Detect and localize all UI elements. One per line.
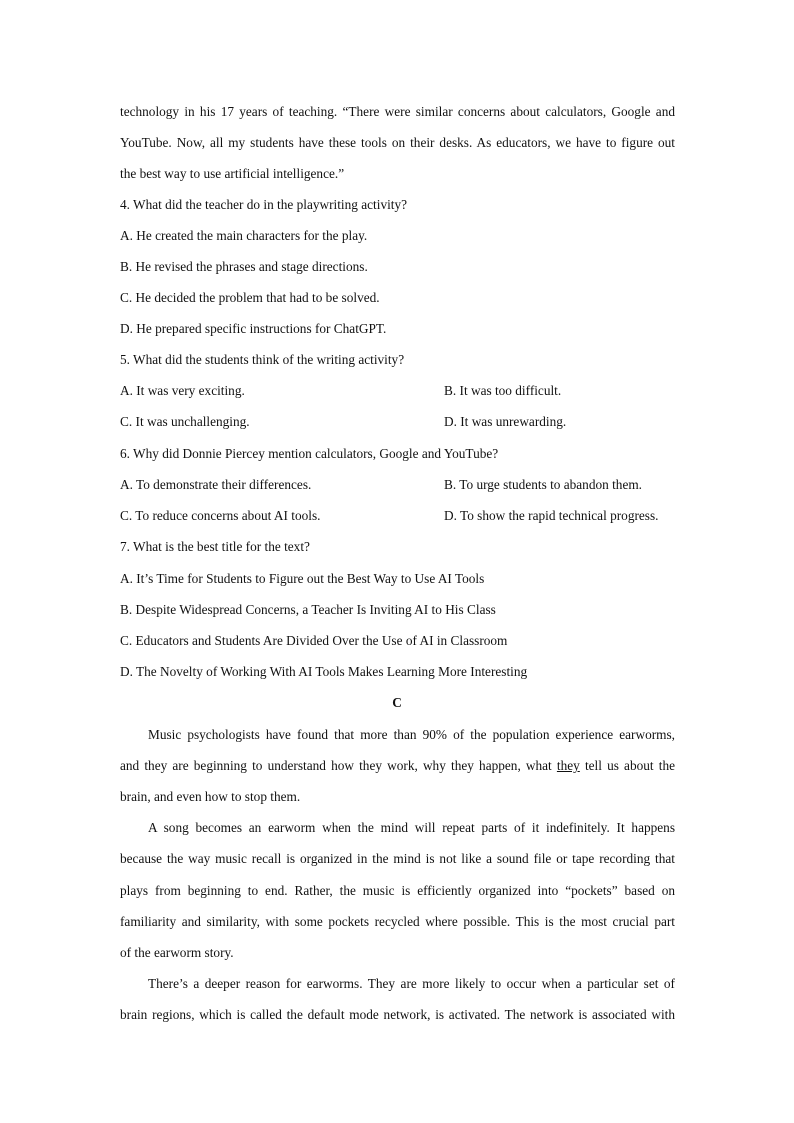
paragraph-line: because the way music recall is organized in the mind is not like a sound file or tape recording that bbox=[120, 851, 675, 866]
question-4-option-d: D. He prepared specific instructions for ChatGPT. bbox=[120, 321, 387, 336]
question-7-option-d: D. The Novelty of Working With AI Tools Makes Learning More Interesting bbox=[120, 664, 528, 679]
question-7-stem: 7. What is the best title for the text? bbox=[120, 539, 310, 554]
question-4-option-c: C. He decided the problem that had to be solved. bbox=[120, 290, 380, 305]
question-6-option-d: D. To show the rapid technical progress. bbox=[444, 508, 659, 523]
question-6-option-a: A. To demonstrate their differences. bbox=[120, 477, 312, 492]
question-5-option-b: B. It was too difficult. bbox=[444, 383, 562, 398]
paragraph-line: familiarity and similarity, with some pockets recycled where possible. This is the most crucial part bbox=[120, 914, 675, 929]
question-6-option-b: B. To urge students to abandon them. bbox=[444, 477, 643, 492]
paragraph-line: Music psychologists have found that more than 90% of the population experience earworms, bbox=[148, 727, 675, 742]
question-7-option-c: C. Educators and Students Are Divided Over the Use of AI in Classroom bbox=[120, 633, 508, 648]
text-segment: and they are beginning to understand how they work, why they happen, what bbox=[120, 758, 557, 773]
question-7-option-a: A. It’s Time for Students to Figure out the Best Way to Use AI Tools bbox=[120, 571, 485, 586]
question-5-option-d: D. It was unrewarding. bbox=[444, 414, 567, 429]
question-6-option-c: C. To reduce concerns about AI tools. bbox=[120, 508, 321, 523]
paragraph-line: A song becomes an earworm when the mind will repeat parts of it indefinitely. It happens bbox=[148, 820, 675, 835]
paragraph-line: brain regions, which is called the default mode network, is activated. The network is associated with bbox=[120, 1007, 675, 1022]
underlined-word: they bbox=[556, 758, 580, 773]
paragraph-line: brain, and even how to stop them. bbox=[120, 789, 301, 804]
paragraph-line: of the earworm story. bbox=[120, 945, 234, 960]
question-4-option-a: A. He created the main characters for the play. bbox=[120, 228, 368, 243]
question-4-option-b: B. He revised the phrases and stage directions. bbox=[120, 259, 368, 274]
paragraph-line: plays from beginning to end. Rather, the music is efficiently organized into “pockets” based on bbox=[120, 883, 675, 898]
intro-line: YouTube. Now, all my students have these tools on their desks. As educators, we have to figure out bbox=[120, 135, 675, 150]
question-5-stem: 5. What did the students think of the writing activity? bbox=[120, 352, 405, 367]
question-4-stem: 4. What did the teacher do in the playwriting activity? bbox=[120, 197, 408, 212]
question-7-option-b: B. Despite Widespread Concerns, a Teacher Is Inviting AI to His Class bbox=[120, 602, 496, 617]
question-6-stem: 6. Why did Donnie Piercey mention calculators, Google and YouTube? bbox=[120, 446, 499, 461]
question-5-option-a: A. It was very exciting. bbox=[120, 383, 245, 398]
text-segment: tell us about the bbox=[579, 758, 675, 773]
question-5-option-c: C. It was unchallenging. bbox=[120, 414, 250, 429]
intro-line: technology in his 17 years of teaching. “There were similar concerns about calculators, Google and bbox=[120, 104, 675, 119]
intro-line: the best way to use artificial intelligence.” bbox=[120, 166, 345, 181]
paragraph-line: There’s a deeper reason for earworms. They are more likely to occur when a particular set of bbox=[148, 976, 675, 991]
paragraph-line bbox=[120, 758, 675, 774]
section-heading: C bbox=[392, 695, 402, 710]
